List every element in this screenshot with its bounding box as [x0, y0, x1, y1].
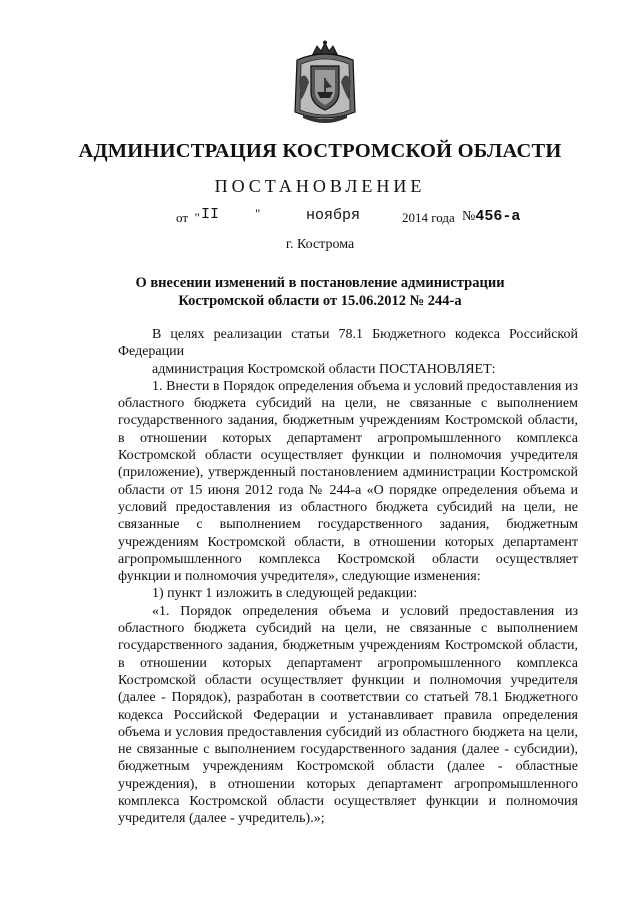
paragraph-item-1: 1. Внести в Порядок определения объема и условий предоставления из областного бюджета субсидий на цели, не связанные с выполнением государственного задания, бюджетным учреждениям Костромской области, в отношении которых департамент агропромышленного комплекса Костромской области осуществляет функции и полномочия учредителя (приложение), утвержденный постановлением администрации Костромской области от 15 июня 2012 года № 244-а «О порядке определения объема и условий предоставления из областного бюджета субсидий на цели, не связанные с выполнением государственного задания, бюджетным учреждениям Костромской области, в отношении которых департамент агропромышленного комплекса Костромской области осуществляет функции и полномочия учредителя», следующие изменения: [118, 378, 578, 585]
paragraph-preamble: В целях реализации статьи 78.1 Бюджетного кодекса Российской Федерации [118, 327, 578, 360]
date-line [0, 206, 640, 228]
coat-of-arms-icon [291, 40, 359, 124]
paragraph-new-wording: «1. Порядок определения объема и условий предоставления из областного бюджета субсидий на цели, не связанные с выполнением государственного задания, бюджетным учреждениям Костромской области, в отношении которых департамент агропромышленного комплекса Костромской области осуществляет функции и полномочия учредителя (далее - Порядок), разработан в соответствии со статьей 78.1 Бюджетного кодекса Российской Федерации и устанавливает правила определения объема и условия предоставления субсидий из областного бюджета на цели, не связанные с выполнением государственного задания (далее - субсидии), бюджетным учреждениям Костромской области (далее - областные учреждения), в отношении которых департамент агропромышленного комплекса Костромской области осуществляет функции и полномочия учредителя (далее - учредитель).»; [118, 603, 578, 827]
organization-name: АДМИНИСТРАЦИЯ КОСТРОМСКОЙ ОБЛАСТИ [78, 140, 562, 162]
date-month: ноября [306, 207, 361, 224]
date-year: 2014 года [402, 210, 455, 225]
document-number: №456-а [462, 208, 521, 225]
paragraph-subitem-1: 1) пункт 1 изложить в следующей редакции: [152, 586, 418, 602]
document-title [0, 274, 640, 310]
date-day: II " [201, 206, 261, 223]
city: г. Кострома [285, 237, 355, 252]
title-line-2: Костромской области от 15.06.2012 № 244-а [178, 293, 462, 309]
paragraph-resolves: администрация Костромской области ПОСТАНОВЛЯЕТ: [152, 361, 496, 377]
document-type: ПОСТАНОВЛЕНИЕ [214, 176, 426, 196]
document-body [118, 326, 578, 828]
date-from-label: от " [176, 210, 200, 225]
title-line-1: О внесении изменений в постановление администрации [135, 275, 505, 291]
